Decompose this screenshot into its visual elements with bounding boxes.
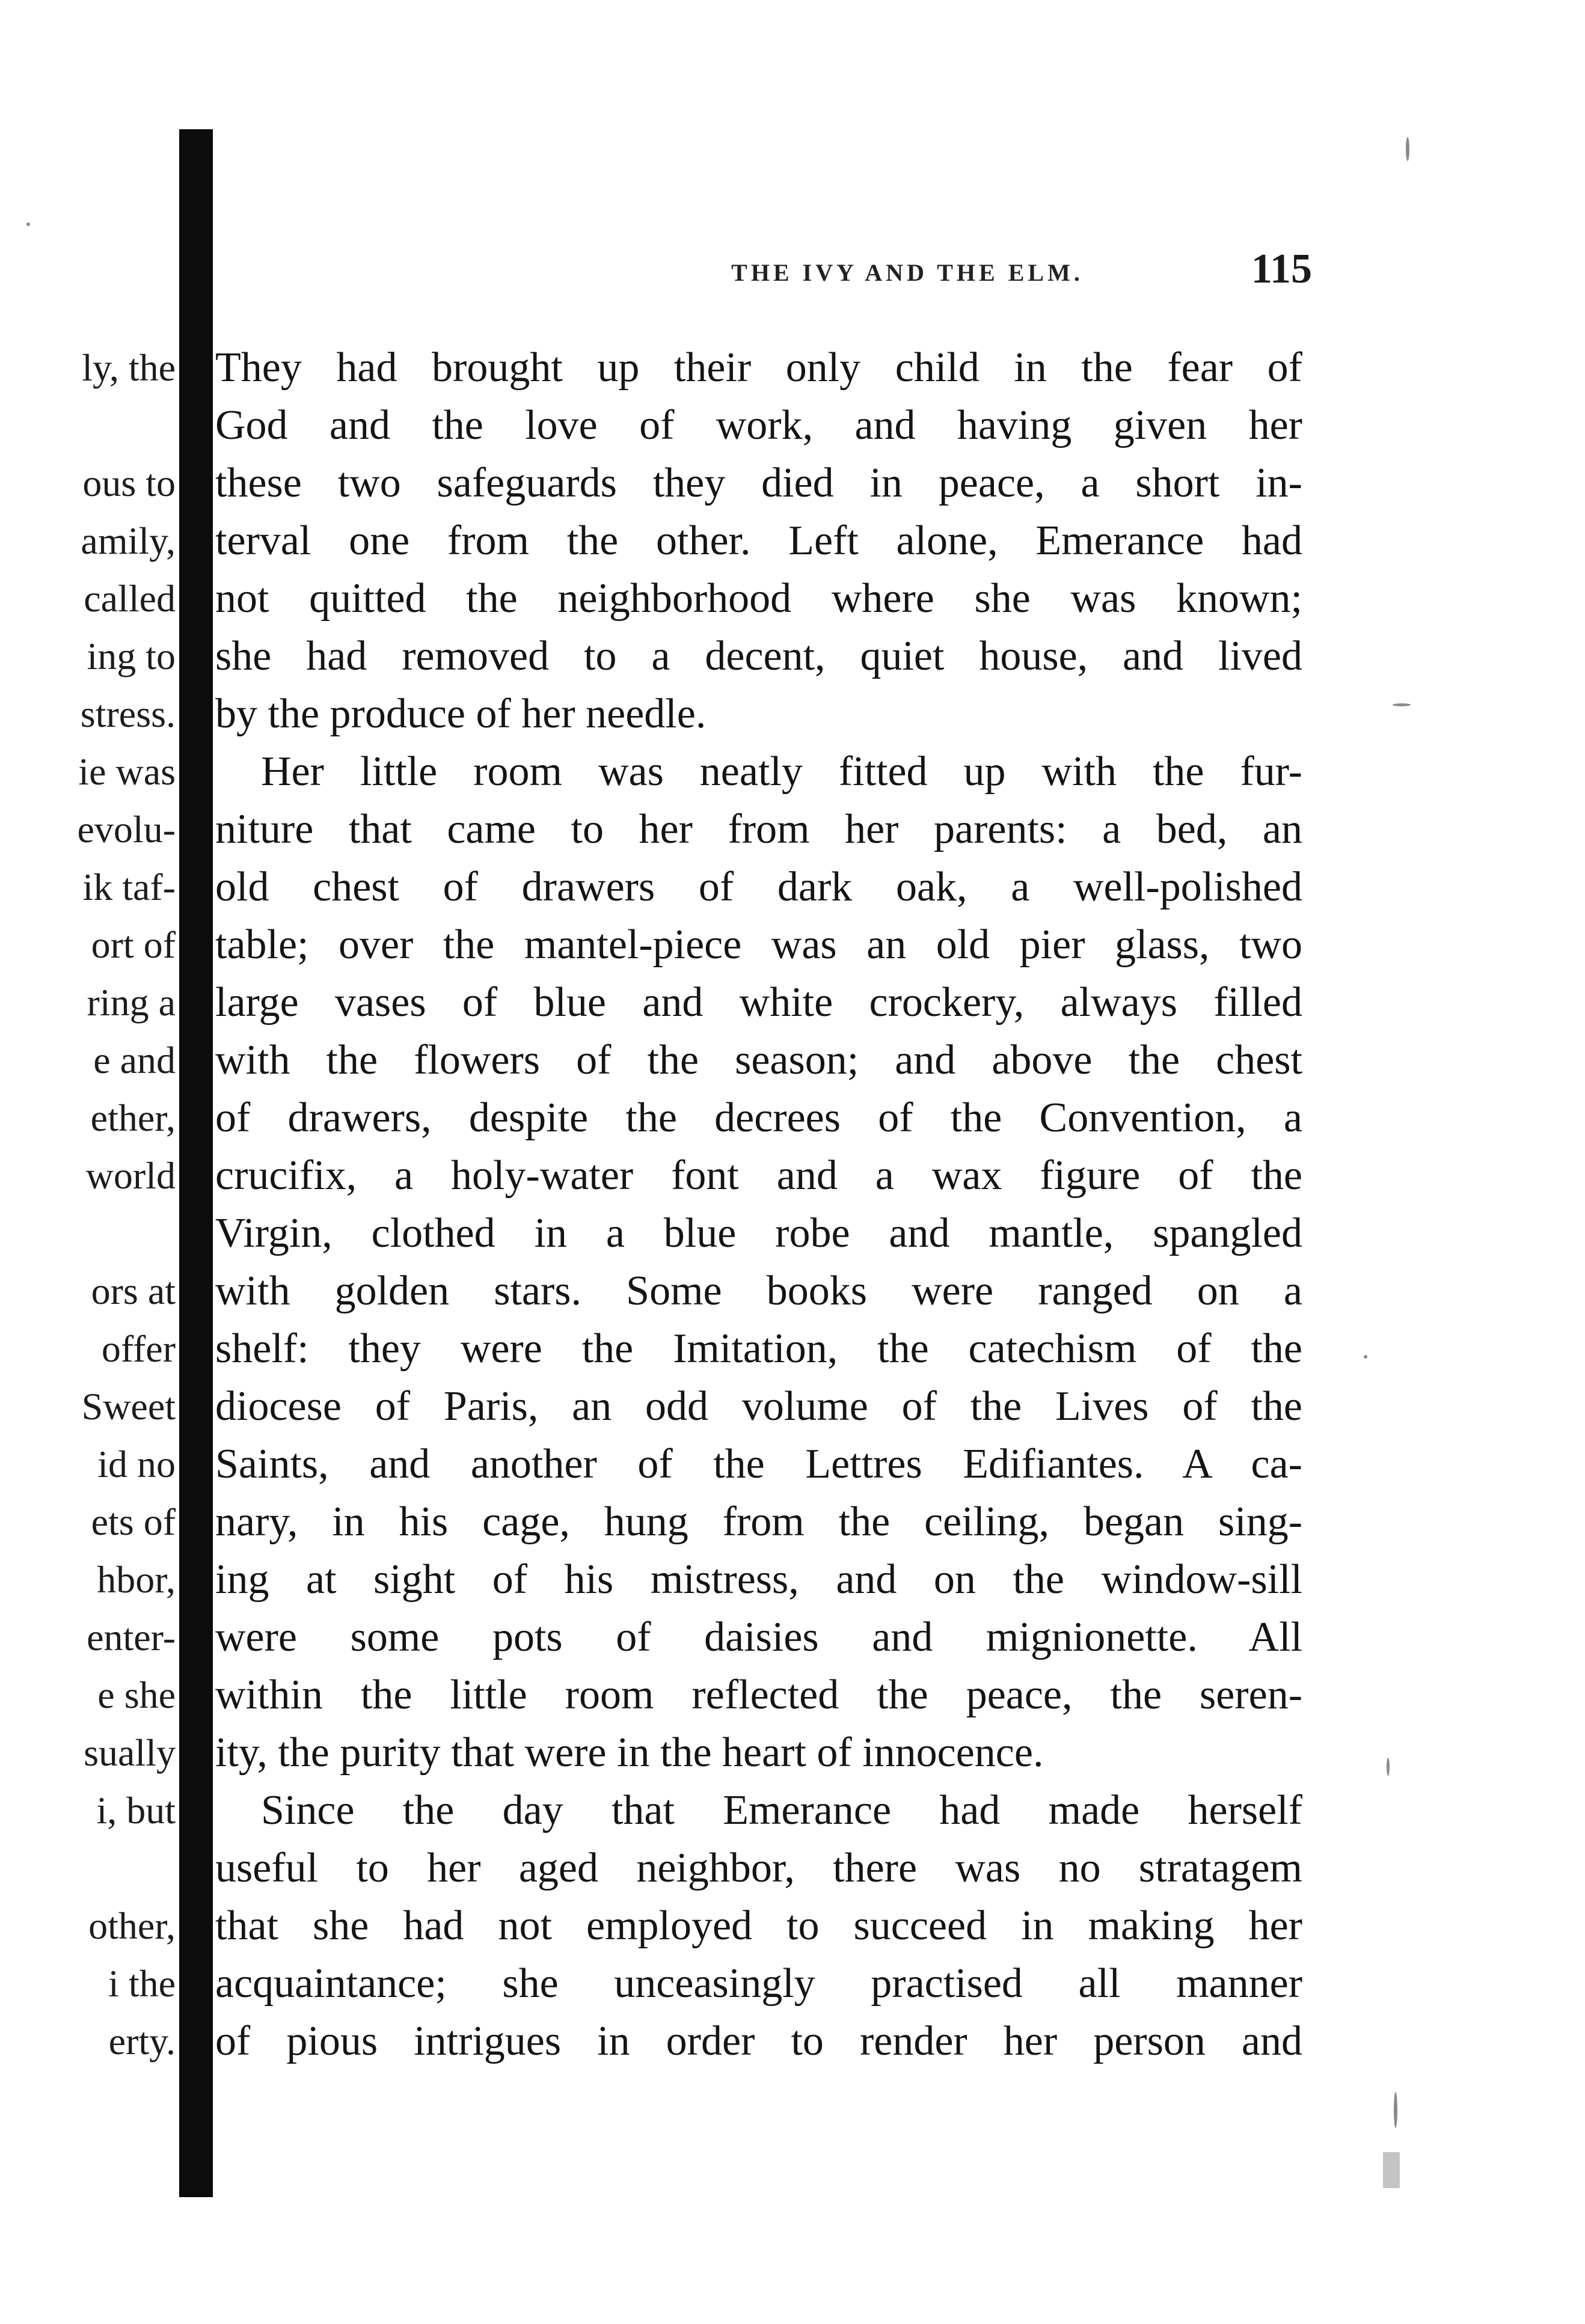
scan-speck [26, 222, 30, 226]
body-line: Virgin, clothed in a blue robe and mantle, spangled [215, 1210, 1302, 1256]
body-line: with the flowers of the season; and above the chest [215, 1037, 1302, 1083]
scan-speck [1383, 2152, 1400, 2188]
body-line: crucifix, a holy-water font and a wax figure of the [215, 1152, 1302, 1199]
prev-page-fragment: stress. [80, 693, 176, 735]
binding-gutter [179, 129, 213, 2197]
body-line: Since the day that Emerance had made herself [261, 1787, 1302, 1833]
body-line: of pious intrigues in order to render her person and [215, 2018, 1302, 2064]
prev-page-fragment: hbor, [97, 1558, 176, 1601]
body-line: of drawers, despite the decrees of the Convention, a [215, 1095, 1302, 1141]
body-line: acquaintance; she unceasingly practised all manner [215, 1960, 1302, 2007]
body-line: ity, the purity that were in the heart of innocence. [215, 1729, 1044, 1776]
prev-page-fragment: ing to [87, 635, 176, 677]
body-line: ing at sight of his mistress, and on the window-sill [215, 1556, 1302, 1603]
body-line: by the produce of her needle. [215, 691, 707, 737]
body-line: with golden stars. Some books were ranged on a [215, 1268, 1302, 1314]
scan-speck [1394, 2092, 1397, 2128]
body-line: large vases of blue and white crockery, always filled [215, 979, 1302, 1026]
prev-page-fragment: called [84, 577, 176, 620]
body-line: were some pots of daisies and mignionette. All [215, 1614, 1302, 1660]
body-line: niture that came to her from her parents: a bed, an [215, 806, 1302, 852]
prev-page-fragment: ly, the [82, 346, 176, 389]
prev-page-fragment: ether, [90, 1096, 176, 1139]
prev-page-fragment: ie was [78, 750, 176, 793]
prev-page-fragment: ors at [91, 1270, 176, 1312]
scan-speck [1387, 1758, 1390, 1776]
scan-speck [1393, 703, 1411, 706]
prev-page-fragment: i, but [96, 1789, 176, 1832]
body-line: Her little room was neatly fitted up with the fur- [261, 748, 1302, 795]
prev-page-fragment: erty. [108, 2020, 176, 2063]
prev-page-fragment: ort of [91, 923, 176, 966]
prev-page-fragment: ous to [82, 462, 176, 504]
body-line: terval one from the other. Left alone, Emerance had [215, 518, 1302, 564]
prev-page-fragment: amily, [81, 519, 176, 562]
prev-page-fragment: e she [97, 1674, 176, 1716]
prev-page-fragment: evolu- [77, 808, 176, 851]
prev-page-fragment: ets of [91, 1500, 176, 1543]
prev-page-fragment: enter- [87, 1616, 176, 1659]
prev-page-fragment: Sweet [81, 1385, 176, 1428]
body-line: that she had not employed to succeed in making her [215, 1903, 1302, 1949]
body-line: God and the love of work, and having given her [215, 402, 1302, 448]
prev-page-fragment: ring a [87, 981, 176, 1024]
prev-page-fragment: world [85, 1154, 176, 1197]
page-number: 115 [1251, 246, 1312, 292]
body-line: nary, in his cage, hung from the ceiling, began sing- [215, 1499, 1302, 1545]
body-line: these two safeguards they died in peace, a short in- [215, 460, 1302, 506]
prev-page-fragment: id no [97, 1443, 176, 1485]
body-line: shelf: they were the Imitation, the catechism of the [215, 1326, 1302, 1372]
body-line: useful to her aged neighbor, there was no stratagem [215, 1845, 1302, 1891]
body-line: Saints, and another of the Lettres Edifiantes. A ca- [215, 1441, 1302, 1487]
body-line: not quitted the neighborhood where she was known; [215, 575, 1302, 622]
scan-speck [1406, 137, 1409, 161]
prev-page-fragment: i the [108, 1962, 176, 2005]
body-line: she had removed to a decent, quiet house, and lived [215, 633, 1302, 679]
body-line: They had brought up their only child in the fear of [215, 344, 1302, 391]
body-line: diocese of Paris, an odd volume of the Lives of the [215, 1383, 1302, 1430]
body-line: old chest of drawers of dark oak, a well-polished [215, 864, 1302, 910]
body-line: within the little room reflected the peace, the seren- [215, 1672, 1302, 1718]
body-line: table; over the mantel-piece was an old pier glass, two [215, 922, 1302, 968]
prev-page-fragment: sually [84, 1731, 176, 1774]
prev-page-fragment: e and [93, 1039, 176, 1081]
running-head: THE IVY AND THE ELM. [731, 259, 1084, 286]
prev-page-fragment: offer [101, 1327, 176, 1370]
prev-page-fragment: other, [88, 1904, 176, 1947]
prev-page-fragment: ik taf- [82, 866, 176, 908]
scan-speck [1364, 1355, 1367, 1359]
